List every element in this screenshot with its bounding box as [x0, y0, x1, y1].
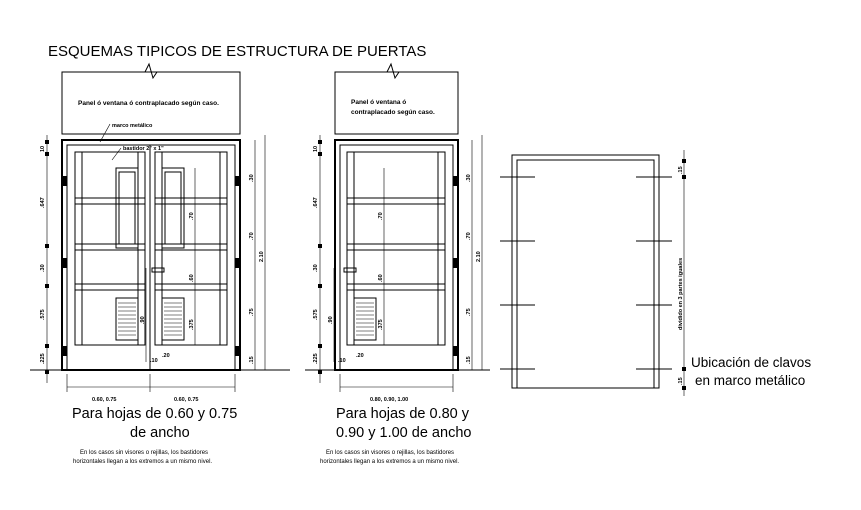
- width-label: 0.60, 0.75: [174, 397, 199, 403]
- dim-label: .75: [466, 308, 472, 316]
- dim-label: dividido en 3 partes iguales: [678, 257, 684, 330]
- dim-label: .30: [40, 264, 46, 272]
- dim-label: .20: [356, 353, 364, 359]
- dim-label: .15: [678, 377, 684, 385]
- dim-label: .20: [162, 353, 170, 359]
- stile-leader: [112, 148, 121, 160]
- dim-label: .10: [338, 358, 346, 364]
- frame-inner: [517, 160, 654, 388]
- note-line-2: horizontales llegan a los extremos a un mismo nivel.: [320, 459, 460, 465]
- dim-label: .647: [40, 197, 46, 208]
- dim-label: .15: [466, 356, 472, 364]
- dim-label: 2.10: [259, 251, 265, 262]
- dim-label: .575: [313, 309, 319, 320]
- dim-label: .225: [313, 353, 319, 364]
- width-label: 0.80, 0.90, 1.00: [370, 397, 409, 403]
- hinge: [235, 258, 239, 268]
- break-line: [335, 64, 458, 78]
- dim-label: 10: [40, 145, 46, 152]
- caption-line-1: Para hojas de 0.80 y: [336, 406, 470, 422]
- right-single-door: [305, 64, 490, 465]
- dim-label: .60: [378, 274, 384, 282]
- hinge: [63, 346, 67, 356]
- frame-label: marco metálico: [112, 123, 153, 129]
- hinge: [453, 258, 457, 268]
- dim-label: .225: [40, 353, 46, 364]
- frame-outer: [512, 155, 659, 388]
- hinge: [63, 176, 67, 186]
- louver-slats: [356, 303, 374, 335]
- louver-slats: [164, 303, 182, 335]
- caption-line-1: Ubicación de clavos: [691, 355, 812, 370]
- note-line-1: En los casos sin visores o rejillas, los bastidores: [326, 450, 455, 456]
- dim-label: 10: [313, 145, 319, 152]
- caption-line-1: Para hojas de 0.60 y 0.75: [72, 406, 238, 422]
- dim-label: .15: [249, 356, 255, 364]
- hinge: [63, 258, 67, 268]
- width-label: 0.60, 0.75: [92, 397, 117, 403]
- caption-line-2: en marco metálico: [695, 373, 806, 388]
- note-line-1: En los casos sin visores o rejillas, los bastidores: [80, 450, 209, 456]
- metal-frame: [335, 140, 458, 370]
- dim-label: .70: [466, 232, 472, 240]
- dim-label: .70: [189, 212, 195, 220]
- stile-label: bastidor 2" x 1": [123, 146, 164, 152]
- hinge: [453, 176, 457, 186]
- dim-label: .30: [466, 174, 472, 182]
- dim-label: .15: [678, 166, 684, 174]
- metal-frame: [62, 140, 240, 370]
- dim-label: .75: [249, 308, 255, 316]
- caption-line-2: 0.90 y 1.00 de ancho: [336, 425, 472, 441]
- dim-label: .90: [140, 316, 146, 324]
- hinge: [453, 346, 457, 356]
- panel-note: Panel ó ventana ó: [351, 99, 407, 106]
- dim-label: .70: [249, 232, 255, 240]
- hinge: [235, 176, 239, 186]
- frame-inner: [67, 145, 235, 370]
- dim-label: .30: [313, 264, 319, 272]
- dim-label: .60: [189, 274, 195, 282]
- door-leaf: [347, 152, 445, 345]
- dim-label: 2.10: [476, 251, 482, 262]
- panel-note: Panel ó ventana ó contraplacado según caso.: [78, 100, 219, 107]
- dim-label: .70: [378, 212, 384, 220]
- caption-line-2: de ancho: [130, 425, 190, 441]
- break-line: [62, 64, 240, 78]
- dim-label: .575: [40, 309, 46, 320]
- frame-nail-diagram: [500, 150, 811, 396]
- dim-label: .375: [378, 319, 384, 330]
- dim-label: .90: [328, 316, 334, 324]
- nail-marks: [500, 177, 672, 369]
- left-double-door: [30, 64, 290, 465]
- hinge: [235, 346, 239, 356]
- frame-inner: [340, 145, 453, 370]
- note-line-2: horizontales llegan a los extremos a un mismo nivel.: [73, 459, 213, 465]
- panel-note: contraplacado según caso.: [351, 109, 435, 116]
- dim-label: .10: [150, 358, 158, 364]
- dim-label: .30: [249, 174, 255, 182]
- drawing-title: ESQUEMAS TIPICOS DE ESTRUCTURA DE PUERTAS: [48, 43, 427, 60]
- louver-slats: [118, 303, 136, 335]
- dim-label: .647: [313, 197, 319, 208]
- dim-label: .375: [189, 319, 195, 330]
